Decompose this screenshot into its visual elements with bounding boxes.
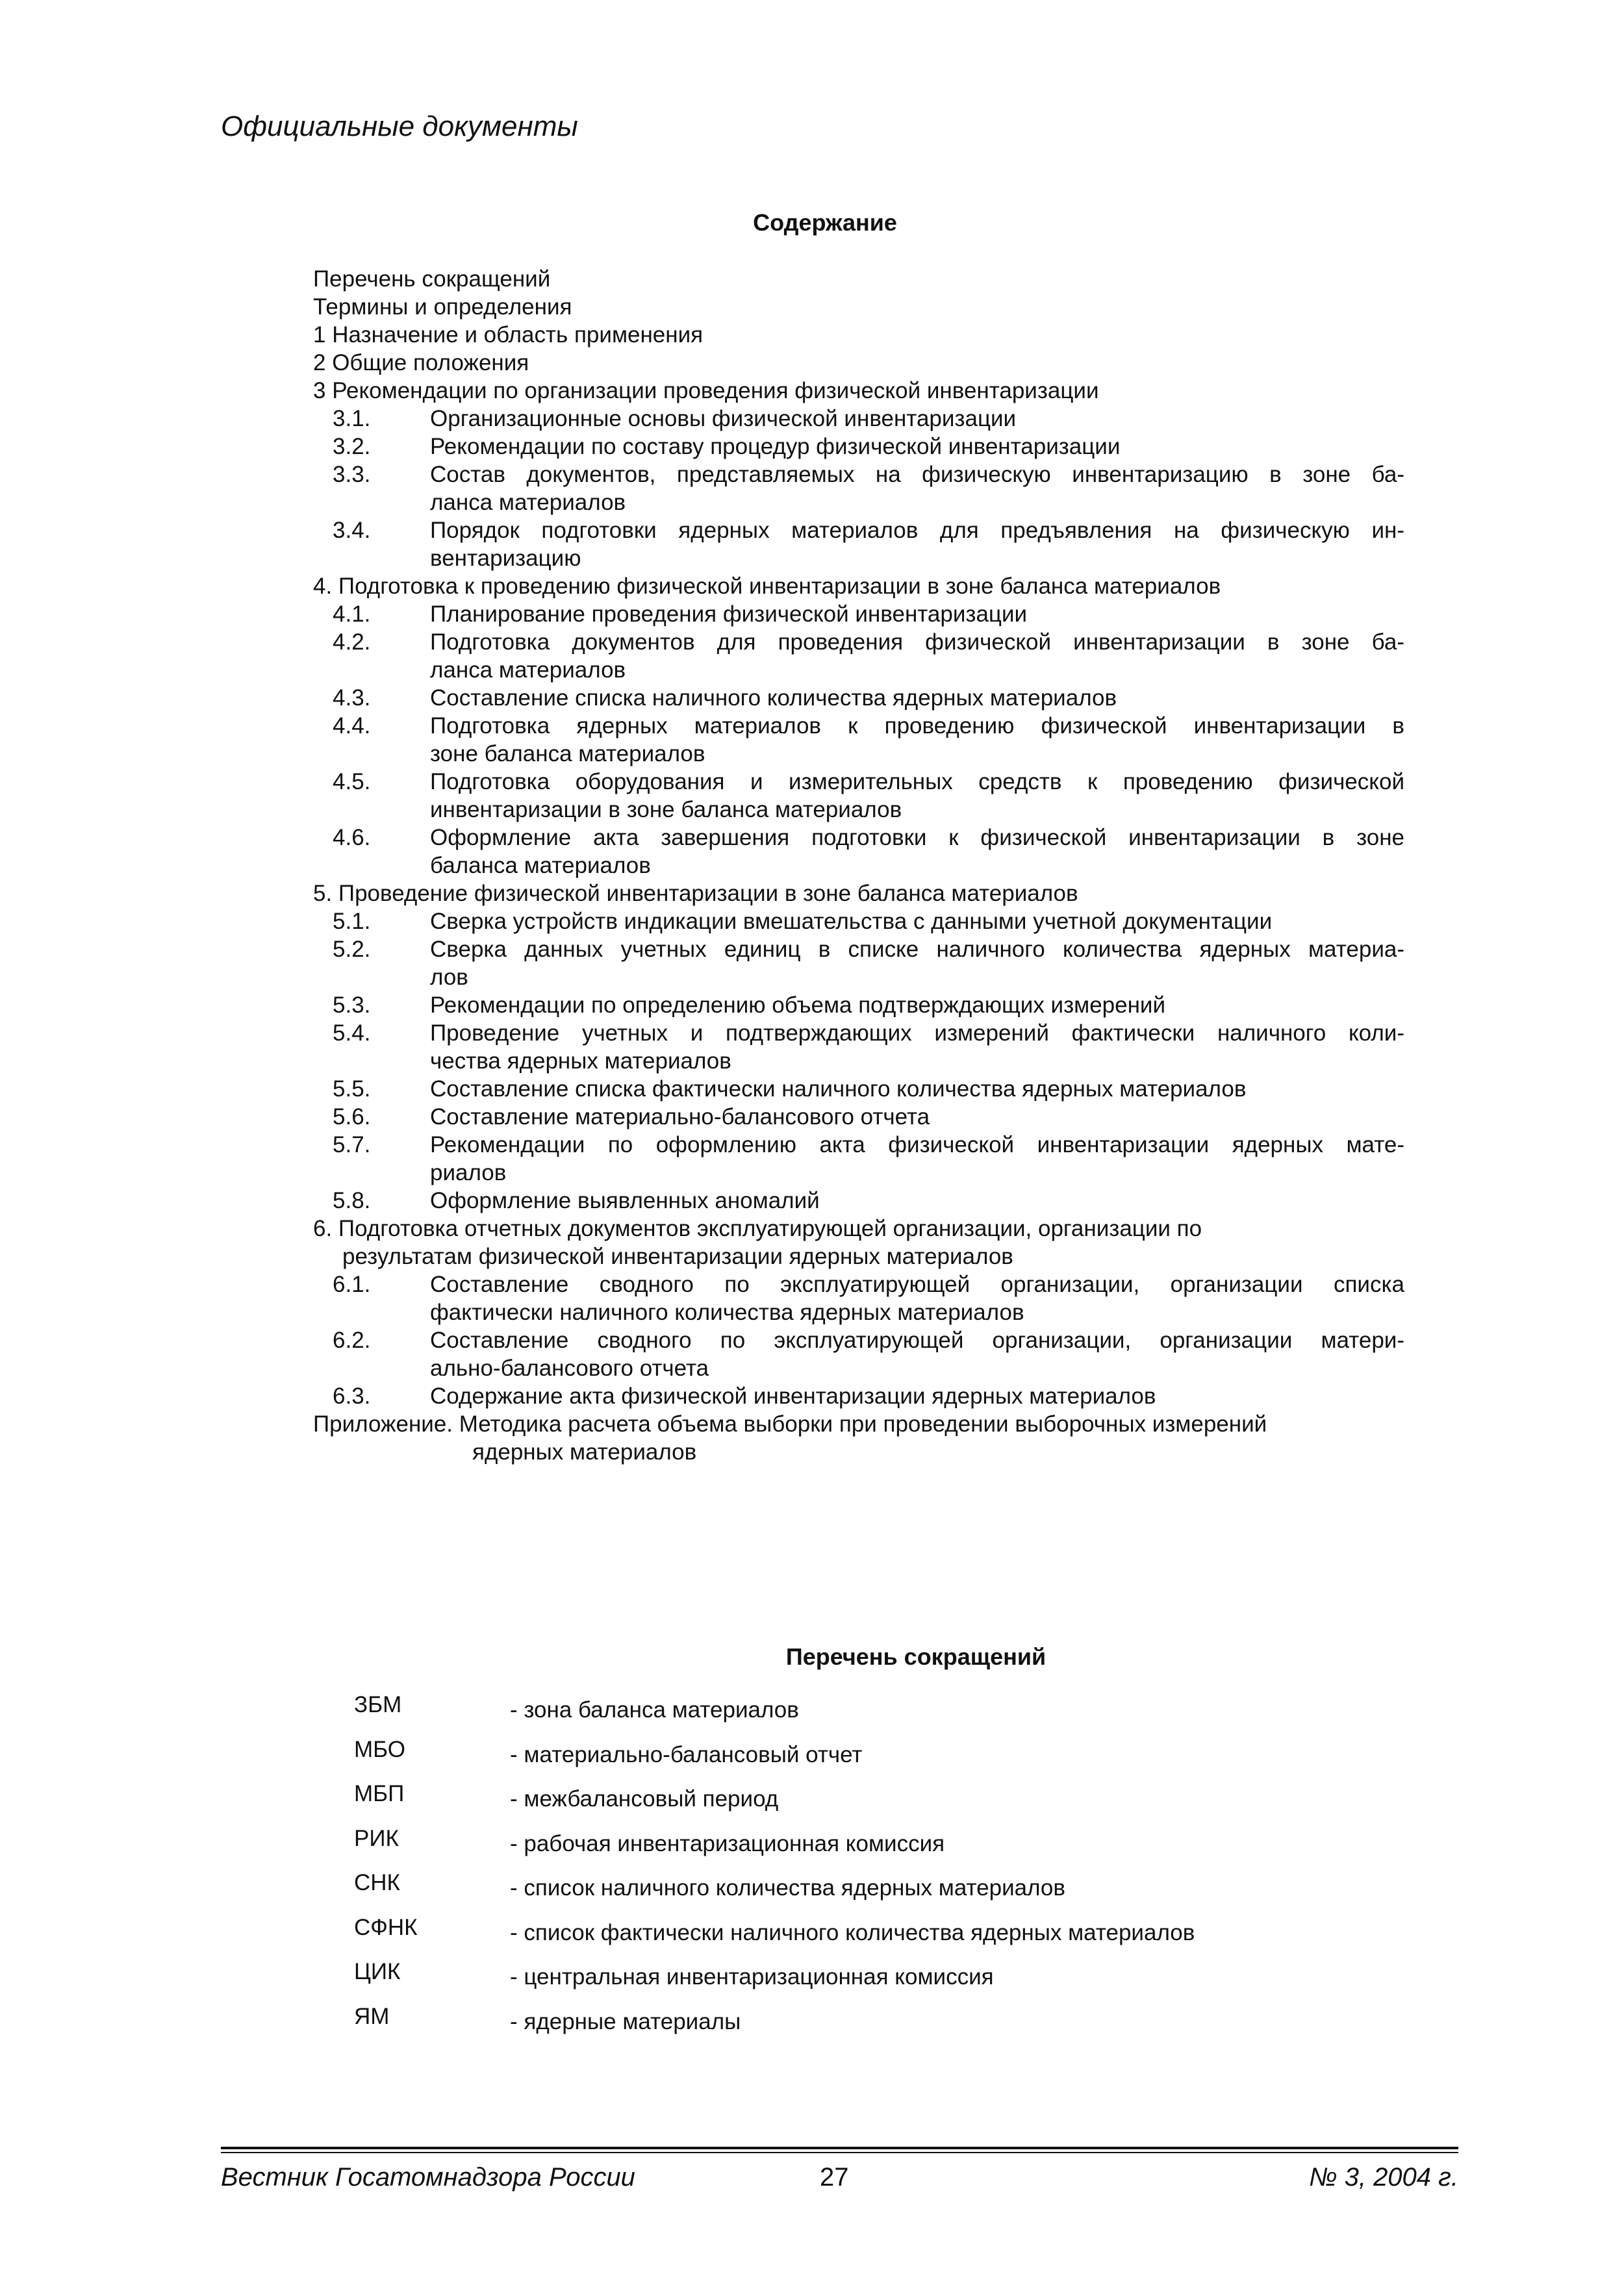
abbreviation-code: РИК	[354, 1825, 399, 1851]
toc-subentry-number: 5.4.	[333, 1020, 371, 1046]
toc-subentry-text	[430, 600, 1404, 628]
toc-subentry-line: баланса материалов	[430, 853, 651, 878]
toc-subentry	[313, 1187, 1404, 1215]
toc-entry: 1 Назначение и область применения	[313, 322, 704, 347]
toc-subentry-text	[430, 824, 1404, 879]
toc-subentry-line: Организационные основы физической инвентаризации	[430, 406, 1017, 431]
toc-subentry	[313, 1382, 1404, 1410]
toc-subentry-line: фактически наличного количества ядерных материалов	[430, 1300, 1024, 1325]
toc-subentry-text	[430, 1382, 1404, 1410]
toc-subentry-line: Составление списка наличного количества ядерных материалов	[430, 685, 1117, 711]
toc-subentry-number: 4.5.	[333, 769, 371, 794]
toc-entry-continuation: ядерных материалов	[472, 1439, 697, 1465]
toc-subentry-text	[430, 433, 1404, 461]
toc-subentry	[313, 824, 1404, 879]
abbreviation-definition: - рабочая инвентаризационная комиссия	[510, 1830, 945, 1856]
toc-subentry-number: 4.3.	[333, 685, 371, 711]
abbreviations-list	[354, 1692, 1328, 2048]
abbreviation-definition: - зона баланса материалов	[510, 1697, 799, 1723]
toc-entry: Перечень сокращений	[313, 266, 551, 292]
toc-subentry-line: Составление материально-балансового отчета	[430, 1104, 930, 1130]
toc-subentry-line: Проведение учетных и подтверждающих измерений фактически наличного коли-	[430, 1020, 1404, 1046]
toc-subentry-number: 3.2.	[333, 434, 371, 459]
toc-subentry	[313, 516, 1404, 572]
toc-subentry-line: Составление сводного по эксплуатирующей организации, организации списка	[430, 1272, 1404, 1297]
toc-subentry-line: ланса материалов	[430, 657, 626, 683]
toc-entry-continuation: результатам физической инвентаризации ядерных материалов	[342, 1244, 1013, 1269]
toc-subentry	[313, 712, 1404, 768]
toc-subentry-line: Рекомендации по составу процедур физической инвентаризации	[430, 434, 1121, 459]
toc-subentry-line: Составление списка фактически наличного количества ядерных материалов	[430, 1076, 1247, 1102]
toc-subentry	[313, 1075, 1404, 1103]
toc-subentry-line: Подготовка оборудования и измерительных средств к проведению физической	[430, 769, 1404, 794]
toc-subentry	[313, 1131, 1404, 1187]
toc-subentry-number: 6.1.	[333, 1272, 371, 1297]
abbreviation-code: СФНК	[354, 1914, 418, 1940]
toc-subentry-line: Порядок подготовки ядерных материалов для предъявления на физическую ин-	[430, 518, 1404, 543]
toc-subentry-number: 4.4.	[333, 713, 371, 739]
toc-subentry	[313, 1019, 1404, 1075]
abbreviation-row	[354, 1692, 1328, 1737]
abbreviation-row	[354, 1737, 1328, 1782]
toc-subentry-text	[430, 907, 1404, 935]
toc-subentry	[313, 684, 1404, 712]
toc-subentry	[313, 405, 1404, 433]
abbreviation-code: СНК	[354, 1870, 400, 1895]
toc-subentry-number: 5.8.	[333, 1188, 371, 1213]
toc-subentry	[313, 768, 1404, 824]
toc-subentry-text	[430, 405, 1404, 433]
footer-journal: Вестник Госатомнадзора России	[221, 2163, 635, 2192]
footer-issue: № 3, 2004 г.	[1309, 2163, 1458, 2192]
abbreviation-definition: - список наличного количества ядерных материалов	[510, 1875, 1065, 1901]
toc-subentry-text	[430, 935, 1404, 991]
toc-subentry-line: Рекомендации по определению объема подтверждающих измерений	[430, 992, 1166, 1018]
toc-subentry-line: Сверка устройств индикации вмешательства с данными учетной документации	[430, 909, 1273, 934]
abbreviation-definition: - межбалансовый период	[510, 1786, 779, 1812]
toc-entry: 3 Рекомендации по организации проведения физической инвентаризации	[313, 378, 1099, 403]
abbreviation-row	[354, 1870, 1328, 1915]
toc-subentry-text	[430, 1131, 1404, 1187]
toc-subentry-line: зоне баланса материалов	[430, 741, 705, 766]
toc-subentry-text	[430, 516, 1404, 572]
toc-heading: Содержание	[753, 209, 897, 236]
toc-subentry-line: Состав документов, представляемых на физическую инвентаризацию в зоне ба-	[430, 462, 1404, 487]
toc-subentry-number: 4.1.	[333, 601, 371, 627]
abbreviation-row	[354, 2004, 1328, 2049]
toc-subentry-text	[430, 768, 1404, 824]
toc-subentry-text	[430, 628, 1404, 684]
toc-entry: Термины и определения	[313, 294, 572, 320]
abbreviation-definition: - список фактически наличного количества ядерных материалов	[510, 1919, 1195, 1945]
abbreviation-row	[354, 1781, 1328, 1826]
toc-subentry-line: вентаризацию	[430, 546, 581, 571]
toc-subentry-line: Планирование проведения физической инвентаризации	[430, 601, 1028, 627]
toc-subentry-line: инвентаризации в зоне баланса материалов	[430, 797, 902, 822]
abbreviation-code: ЦИК	[354, 1959, 401, 1984]
toc-subentry-line: лов	[430, 965, 468, 990]
footer-rule	[221, 2147, 1458, 2149]
toc-subentry-number: 4.2.	[333, 629, 371, 655]
toc-subentry-number: 5.1.	[333, 909, 371, 934]
abbreviations-heading: Перечень сокращений	[785, 1643, 1047, 1670]
toc-subentry-line: Оформление акта завершения подготовки к физической инвентаризации в зоне	[430, 825, 1404, 850]
toc-subentry-text	[430, 1075, 1404, 1103]
toc-subentry-text	[430, 1326, 1404, 1382]
toc-subentry-text	[430, 1270, 1404, 1326]
toc-subentry-number: 5.7.	[333, 1132, 371, 1157]
toc-appendix: Приложение. Методика расчета объема выборки при проведении выборочных измерений	[313, 1411, 1267, 1437]
abbreviation-code: ЗБМ	[354, 1692, 402, 1717]
toc-subentry-number: 4.6.	[333, 825, 371, 850]
toc-entry: 4. Подготовка к проведению физической инвентаризации в зоне баланса материалов	[313, 574, 1221, 599]
abbreviation-row	[354, 1826, 1328, 1871]
toc-subentry-number: 5.5.	[333, 1076, 371, 1102]
abbreviation-code: МБП	[354, 1781, 405, 1806]
toc-subentry-text	[430, 684, 1404, 712]
toc-subentry	[313, 907, 1404, 935]
toc-subentry-text	[430, 1019, 1404, 1075]
toc-subentry-number: 5.6.	[333, 1104, 371, 1130]
toc-entry: 6. Подготовка отчетных документов эксплуатирующей организации, организации по	[313, 1216, 1202, 1241]
abbreviation-code: МБО	[354, 1736, 405, 1762]
toc-entry: 5. Проведение физической инвентаризации в зоне баланса материалов	[313, 881, 1078, 906]
toc-subentry	[313, 600, 1404, 628]
toc-subentry	[313, 628, 1404, 684]
toc-subentry-line: Подготовка ядерных материалов к проведению физической инвентаризации в	[430, 713, 1404, 739]
toc-subentry-text	[430, 991, 1404, 1019]
toc-subentry-line: ланса материалов	[430, 490, 626, 515]
toc-subentry	[313, 1270, 1404, 1326]
footer-rule	[221, 2152, 1458, 2153]
toc-entry: 2 Общие положения	[313, 350, 529, 375]
abbreviation-row	[354, 1959, 1328, 2004]
toc-subentry-text	[430, 461, 1404, 516]
toc-subentry-line: Рекомендации по оформлению акта физической инвентаризации ядерных мате-	[430, 1132, 1404, 1157]
toc-subentry-text	[430, 712, 1404, 768]
toc-subentry-line: чества ядерных материалов	[430, 1048, 731, 1074]
toc-subentry-text	[430, 1187, 1404, 1215]
toc-subentry	[313, 1103, 1404, 1131]
toc-subentry	[313, 433, 1404, 461]
toc-subentry-number: 3.3.	[333, 462, 371, 487]
toc-subentry-number: 5.3.	[333, 992, 371, 1018]
toc-subentry	[313, 935, 1404, 991]
toc-subentry-line: риалов	[430, 1160, 507, 1185]
toc-subentry-line: Оформление выявленных аномалий	[430, 1188, 820, 1213]
toc-subentry-number: 5.2.	[333, 937, 371, 962]
abbreviation-definition: - материально-балансовый отчет	[510, 1741, 863, 1767]
page-number: 27	[820, 2163, 849, 2192]
toc-subentry-number: 3.4.	[333, 518, 371, 543]
toc-subentry-line: Подготовка документов для проведения физической инвентаризации в зоне ба-	[430, 629, 1404, 655]
toc-subentry-line: Содержание акта физической инвентаризации ядерных материалов	[430, 1384, 1156, 1409]
toc-subentry-line: Сверка данных учетных единиц в списке наличного количества ядерных материа-	[430, 937, 1404, 962]
abbreviation-definition: - ядерные материалы	[510, 2008, 741, 2034]
abbreviation-row	[354, 1915, 1328, 1960]
toc-subentry-text	[430, 1103, 1404, 1131]
toc-subentry	[313, 1326, 1404, 1382]
toc-subentry-number: 6.3.	[333, 1384, 371, 1409]
table-of-contents	[313, 265, 1404, 1466]
toc-subentry-line: Составление сводного по эксплуатирующей организации, организации матери-	[430, 1328, 1404, 1353]
toc-subentry-line: ально-балансового отчета	[430, 1356, 709, 1381]
toc-subentry-number: 3.1.	[333, 406, 371, 431]
toc-subentry-number: 6.2.	[333, 1328, 371, 1353]
running-header: Официальные документы	[221, 110, 578, 142]
abbreviation-definition: - центральная инвентаризационная комиссия	[510, 1964, 994, 1990]
abbreviation-code: ЯМ	[354, 2003, 390, 2029]
toc-subentry	[313, 991, 1404, 1019]
toc-subentry	[313, 461, 1404, 516]
